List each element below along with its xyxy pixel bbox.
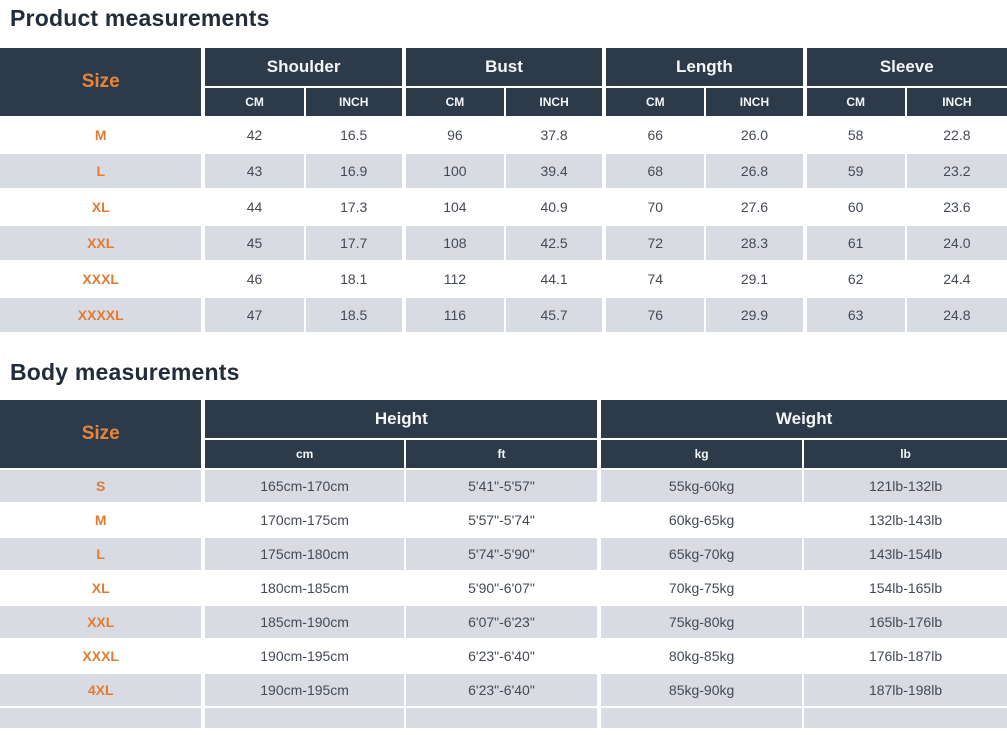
cell-shoulder-inch: 18.1	[306, 262, 406, 298]
cell-shoulder-cm: 45	[205, 226, 305, 262]
subheader-height-cm: cm	[205, 440, 405, 470]
cell-shoulder-inch: 16.9	[306, 154, 406, 190]
cell-sleeve-cm: 60	[807, 190, 907, 226]
body-table-row	[0, 674, 1007, 708]
product-table-body	[0, 118, 1007, 334]
row-size-label: 4XL	[0, 674, 205, 708]
subheader-height-ft: ft	[406, 440, 601, 470]
row-size-label: XL	[0, 572, 205, 606]
cutoff-row	[0, 708, 1007, 728]
cell-height-cm: 190cm-195cm	[205, 640, 405, 674]
cell-shoulder-cm: 44	[205, 190, 305, 226]
cutoff-cell	[804, 708, 1007, 728]
cutoff-cell	[205, 708, 405, 728]
body-size-header: Size	[0, 400, 205, 470]
cell-height-ft: 6'23"-6'40"	[406, 674, 601, 708]
group-header-bust: Bust	[406, 48, 606, 88]
cell-shoulder-cm: 42	[205, 118, 305, 154]
row-size-label: XXL	[0, 606, 205, 640]
cell-length-inch: 29.9	[706, 298, 806, 334]
cell-bust-cm: 116	[406, 298, 506, 334]
cutoff-strip	[0, 708, 1007, 728]
row-size-label: M	[0, 118, 205, 154]
cell-weight-kg: 60kg-65kg	[601, 504, 804, 538]
product-table-row	[0, 118, 1007, 154]
cell-bust-inch: 40.9	[506, 190, 606, 226]
subheader-bust-cm: CM	[406, 88, 506, 118]
cell-sleeve-cm: 59	[807, 154, 907, 190]
cell-bust-cm: 112	[406, 262, 506, 298]
subheader-shoulder-inch: INCH	[306, 88, 406, 118]
cell-weight-lb: 176lb-187lb	[804, 640, 1007, 674]
subheader-weight-lb: lb	[804, 440, 1007, 470]
cell-height-cm: 190cm-195cm	[205, 674, 405, 708]
cell-weight-kg: 85kg-90kg	[601, 674, 804, 708]
cell-sleeve-cm: 61	[807, 226, 907, 262]
product-measurements-title: Product measurements	[10, 5, 270, 31]
cell-length-cm: 66	[606, 118, 706, 154]
cell-length-inch: 26.0	[706, 118, 806, 154]
row-size-label: M	[0, 504, 205, 538]
cell-sleeve-cm: 62	[807, 262, 907, 298]
subheader-shoulder-cm: CM	[205, 88, 305, 118]
cell-shoulder-inch: 17.3	[306, 190, 406, 226]
cell-length-inch: 28.3	[706, 226, 806, 262]
group-header-sleeve: Sleeve	[807, 48, 1007, 88]
body-table-row	[0, 538, 1007, 572]
cutoff-cell	[0, 708, 205, 728]
product-table-row	[0, 226, 1007, 262]
subheader-weight-kg: kg	[601, 440, 804, 470]
row-size-label: XL	[0, 190, 205, 226]
cell-sleeve-inch: 22.8	[907, 118, 1007, 154]
cell-weight-lb: 132lb-143lb	[804, 504, 1007, 538]
row-size-label: XXXL	[0, 640, 205, 674]
cell-weight-lb: 143lb-154lb	[804, 538, 1007, 572]
cell-length-cm: 74	[606, 262, 706, 298]
group-header-length: Length	[606, 48, 806, 88]
cell-bust-cm: 108	[406, 226, 506, 262]
cell-weight-lb: 121lb-132lb	[804, 470, 1007, 504]
cell-length-cm: 70	[606, 190, 706, 226]
cell-bust-inch: 37.8	[506, 118, 606, 154]
cell-height-cm: 165cm-170cm	[205, 470, 405, 504]
cell-bust-inch: 44.1	[506, 262, 606, 298]
product-measurements-table	[0, 48, 1007, 334]
cell-shoulder-cm: 46	[205, 262, 305, 298]
cell-height-cm: 175cm-180cm	[205, 538, 405, 572]
cell-bust-cm: 104	[406, 190, 506, 226]
cell-height-ft: 6'07"-6'23"	[406, 606, 601, 640]
cell-height-ft: 6'23"-6'40"	[406, 640, 601, 674]
cell-shoulder-inch: 16.5	[306, 118, 406, 154]
cutoff-cell	[601, 708, 804, 728]
cell-sleeve-cm: 63	[807, 298, 907, 334]
cell-shoulder-cm: 47	[205, 298, 305, 334]
product-table-row	[0, 190, 1007, 226]
row-size-label: XXXL	[0, 262, 205, 298]
row-size-label: L	[0, 154, 205, 190]
cell-weight-kg: 80kg-85kg	[601, 640, 804, 674]
group-header-weight: Weight	[601, 400, 1007, 440]
body-table-row	[0, 470, 1007, 504]
cell-weight-kg: 55kg-60kg	[601, 470, 804, 504]
row-size-label: XXL	[0, 226, 205, 262]
row-size-label: S	[0, 470, 205, 504]
cell-height-cm: 185cm-190cm	[205, 606, 405, 640]
subheader-bust-inch: INCH	[506, 88, 606, 118]
cell-bust-cm: 96	[406, 118, 506, 154]
body-table-row	[0, 572, 1007, 606]
cell-sleeve-inch: 23.6	[907, 190, 1007, 226]
body-table-row	[0, 504, 1007, 538]
body-measurements-title: Body measurements	[10, 359, 240, 385]
cell-sleeve-inch: 24.0	[907, 226, 1007, 262]
cell-length-cm: 68	[606, 154, 706, 190]
cell-bust-inch: 42.5	[506, 226, 606, 262]
subheader-length-cm: CM	[606, 88, 706, 118]
cell-length-inch: 26.8	[706, 154, 806, 190]
cell-weight-lb: 165lb-176lb	[804, 606, 1007, 640]
cell-bust-cm: 100	[406, 154, 506, 190]
cell-height-ft: 5'90"-6'07"	[406, 572, 601, 606]
product-table-row	[0, 262, 1007, 298]
cell-shoulder-cm: 43	[205, 154, 305, 190]
subheader-sleeve-cm: CM	[807, 88, 907, 118]
subheader-length-inch: INCH	[706, 88, 806, 118]
cell-shoulder-inch: 18.5	[306, 298, 406, 334]
product-table-row	[0, 154, 1007, 190]
cell-shoulder-inch: 17.7	[306, 226, 406, 262]
cell-sleeve-cm: 58	[807, 118, 907, 154]
cell-weight-lb: 154lb-165lb	[804, 572, 1007, 606]
cell-height-ft: 5'41"-5'57"	[406, 470, 601, 504]
cell-height-ft: 5'57"-5'74"	[406, 504, 601, 538]
cell-length-cm: 72	[606, 226, 706, 262]
body-table-row	[0, 606, 1007, 640]
cell-height-cm: 180cm-185cm	[205, 572, 405, 606]
cell-length-inch: 29.1	[706, 262, 806, 298]
body-table-body	[0, 470, 1007, 708]
cell-length-cm: 76	[606, 298, 706, 334]
row-size-label: L	[0, 538, 205, 572]
cell-sleeve-inch: 24.4	[907, 262, 1007, 298]
product-size-header: Size	[0, 48, 205, 118]
cell-weight-lb: 187lb-198lb	[804, 674, 1007, 708]
cell-sleeve-inch: 24.8	[907, 298, 1007, 334]
cell-bust-inch: 39.4	[506, 154, 606, 190]
body-table-row	[0, 640, 1007, 674]
subheader-sleeve-inch: INCH	[907, 88, 1007, 118]
cell-weight-kg: 75kg-80kg	[601, 606, 804, 640]
cell-sleeve-inch: 23.2	[907, 154, 1007, 190]
cutoff-cell	[406, 708, 601, 728]
body-table-header	[0, 400, 1007, 470]
cell-height-ft: 5'74"-5'90"	[406, 538, 601, 572]
cell-weight-kg: 65kg-70kg	[601, 538, 804, 572]
body-measurements-table	[0, 400, 1007, 728]
product-table-row	[0, 298, 1007, 334]
row-size-label: XXXXL	[0, 298, 205, 334]
cell-length-inch: 27.6	[706, 190, 806, 226]
group-header-shoulder: Shoulder	[205, 48, 405, 88]
cell-bust-inch: 45.7	[506, 298, 606, 334]
cell-height-cm: 170cm-175cm	[205, 504, 405, 538]
group-header-height: Height	[205, 400, 601, 440]
cell-weight-kg: 70kg-75kg	[601, 572, 804, 606]
product-table-header	[0, 48, 1007, 118]
